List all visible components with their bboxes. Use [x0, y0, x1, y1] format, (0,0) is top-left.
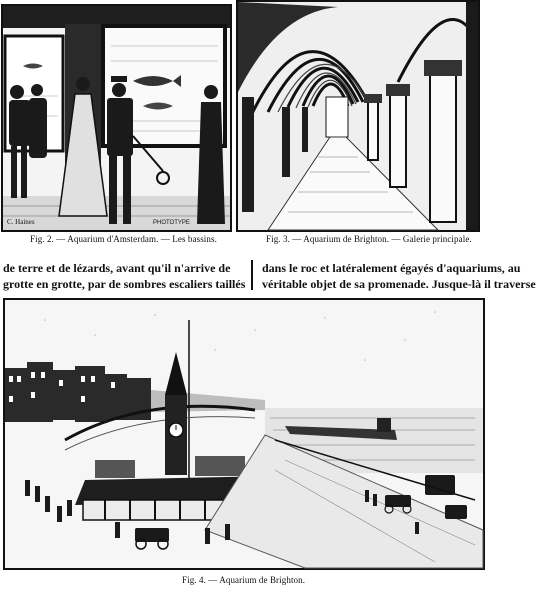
article-left-column-line-1: de terre et de lézards, avant qu'il n'arrive de	[3, 261, 231, 275]
article-right-column-line-2: véritable objet de sa promenade. Jusque-là il traverse	[262, 277, 536, 291]
article-left-column-line-2: grotte en grotte, par de sombres escaliers taillés	[3, 277, 246, 291]
figure-brighton-gallery	[236, 0, 480, 232]
engraving-amsterdam-illustration	[3, 6, 230, 230]
engraving-gallery-illustration	[238, 2, 478, 230]
figure-4-caption: Fig. 4. — Aquarium de Brighton.	[182, 575, 306, 585]
article-right-column-line-1: dans le roc et latéralement égayés d'aquariums, au	[262, 261, 521, 275]
svg-text:C. Haines: C. Haines	[7, 218, 35, 226]
figure-aquarium-amsterdam	[1, 4, 232, 232]
figure-2-caption: Fig. 2. — Aquarium d'Amsterdam. — Les bassins.	[30, 234, 217, 244]
figure-brighton-aquarium	[3, 298, 485, 570]
figure-3-caption: Fig. 3. — Aquarium de Brighton. — Galerie principale.	[266, 234, 472, 244]
svg-text:PHOTOTYPE: PHOTOTYPE	[153, 220, 190, 226]
engraving-brighton-panorama	[5, 300, 483, 568]
column-divider	[251, 260, 253, 290]
